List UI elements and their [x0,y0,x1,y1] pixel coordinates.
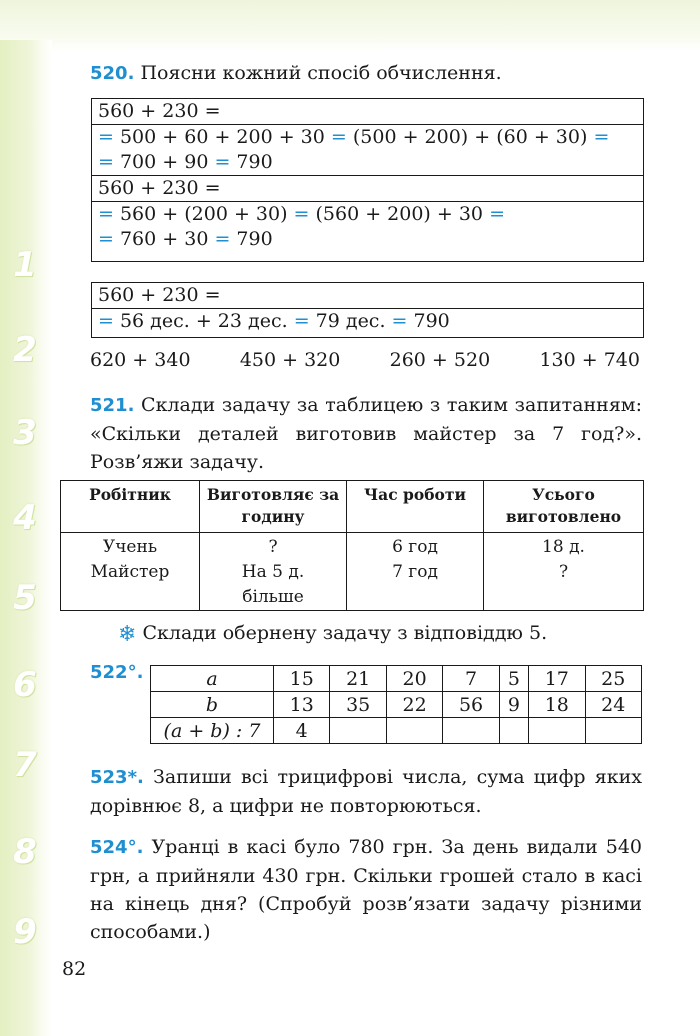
table-cell: 6 год 7 год [347,533,484,611]
task-text: Склади задачу за таблицею з таким запитанням: «Скільки деталей виготовив майстер за 7 год?». Розв’яжи задачу. [90,394,642,473]
method-box-2 [91,282,644,338]
row-label: b [151,692,274,718]
table-cell [585,718,641,744]
task-number: 524°. [90,837,144,858]
table-header: Робітник [61,481,200,533]
table-cell: 9 [499,692,528,718]
table-cell: 17 [529,666,585,692]
table-cell: 4 [274,718,330,744]
table-cell [529,718,585,744]
table-cell: 18 [529,692,585,718]
side-number: 5 [13,578,37,618]
work-table [60,480,644,611]
equation-row: 560 + 230 = [92,283,643,309]
expression: 130 + 740 [539,349,640,371]
row-label: a [151,666,274,692]
equation-row: = 56 дес. + 23 дес. = 79 дес. = 790 [98,310,450,332]
equation-row: = 500 + 60 + 200 + 30 = (500 + 200) + (60 + 30) = = 700 + 90 = 790 [92,125,643,176]
table-cell: 7 [443,666,499,692]
expression: 260 + 520 [389,349,491,371]
task-520-heading [90,59,502,88]
task-521-heading [90,391,642,476]
task-text: Поясни кожний спосіб обчислення. [140,62,502,84]
task-text: Уранці в касі було 780 грн. За день видали 540 грн, а прийняли 430 грн. Скільки грошей стало в касі на кінець дня? (Спробуй розв’язати задачу різними способами.) [90,836,642,943]
table-cell: 56 [443,692,499,718]
side-number: 3 [13,413,37,453]
task-number: 522°. [90,662,144,683]
side-number: 7 [13,745,37,785]
table-cell: 35 [330,692,386,718]
table-cell [499,718,528,744]
table-cell: 15 [274,666,330,692]
method-box-1 [91,98,644,262]
task-number: 523*. [90,767,144,788]
values-table [150,665,642,744]
top-decor-band [0,0,700,52]
task-522-heading [90,658,143,687]
side-number: 6 [13,665,37,705]
side-number: 1 [13,245,37,285]
table-cell: 18 д. ? [484,533,644,611]
row-label: (a + b) : 7 [151,718,274,744]
task-523-heading [90,763,642,820]
task-text: Запиши всі трицифрові числа, сума цифр яких дорівнює 8, а цифри не повторюються. [90,766,642,817]
page-number: 82 [62,958,87,980]
table-cell [330,718,386,744]
inverse-task-note [118,619,547,649]
table-row [151,718,642,744]
table-header: Час роботи [347,481,484,533]
task-524-heading [90,833,642,946]
table-row [151,666,642,692]
snowflake-icon: ❄ [118,622,137,647]
table-cell: ? На 5 д. більше [200,533,347,611]
table-cell: 13 [274,692,330,718]
equation-row: 560 + 230 = [92,99,643,125]
table-header: Усього виготовлено [484,481,644,533]
table-cell: 5 [499,666,528,692]
table-row [151,692,642,718]
side-number: 9 [13,912,37,952]
table-cell: 25 [585,666,641,692]
task-number: 520. [90,63,135,84]
side-decor-band [0,40,52,1036]
expression: 450 + 320 [239,349,341,371]
table-cell: 20 [386,666,442,692]
table-cell [443,718,499,744]
exercise-expressions [90,349,640,371]
equation-row: 560 + 230 = [92,176,643,202]
table-cell: 22 [386,692,442,718]
expression: 620 + 340 [90,349,191,371]
table-cell: 24 [585,692,641,718]
table-cell: 21 [330,666,386,692]
side-number: 4 [13,498,37,538]
equation-row: = 560 + (200 + 30) = (560 + 200) + 30 = = 760 + 30 = 790 [98,203,505,250]
side-number: 8 [13,832,37,872]
note-text: Склади обернену задачу з відповіддю 5. [142,622,548,644]
task-number: 521. [90,395,135,416]
table-cell [386,718,442,744]
table-row [61,533,644,611]
side-number: 2 [13,330,37,370]
table-header: Виготовляє за годину [200,481,347,533]
table-cell: Учень Майстер [61,533,200,611]
